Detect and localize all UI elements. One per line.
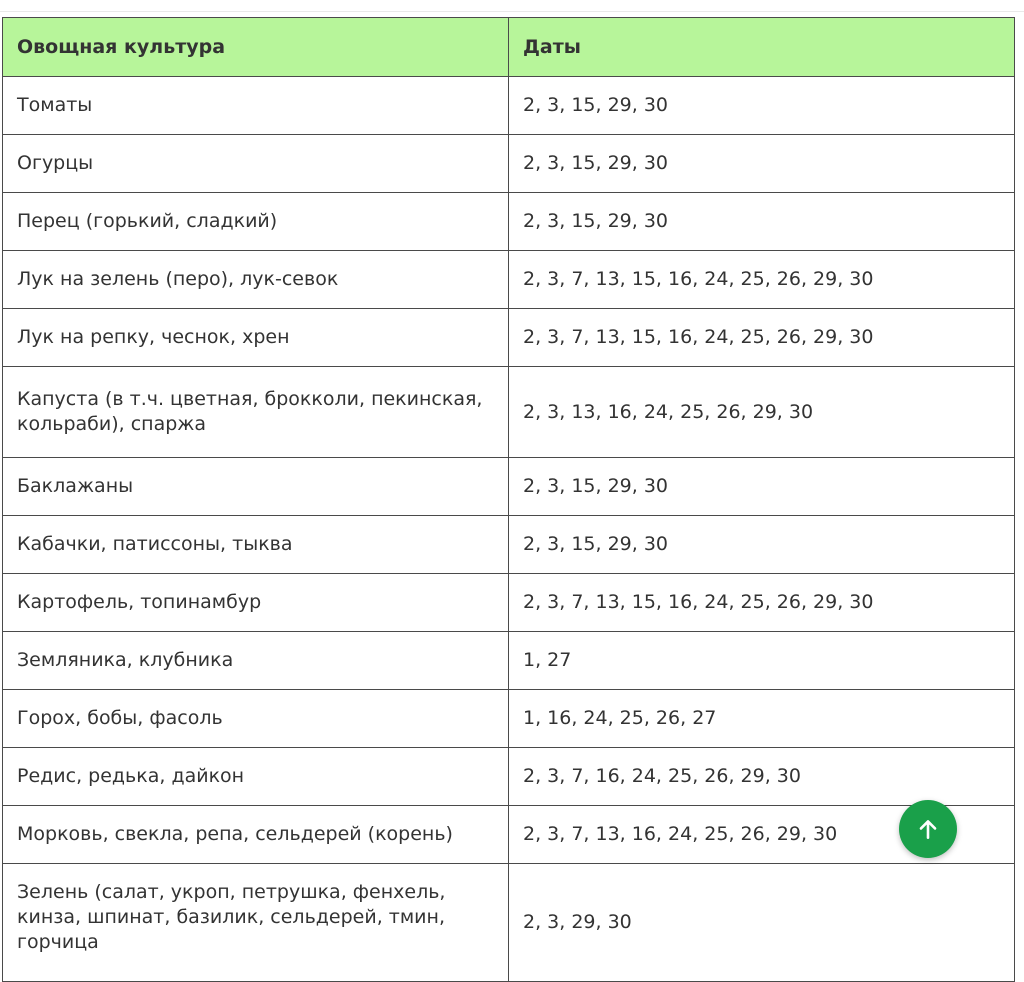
planting-dates-table-container	[2, 17, 1014, 982]
dates-cell: 2, 3, 7, 13, 15, 16, 24, 25, 26, 29, 30	[509, 309, 1015, 367]
crop-cell: Горох, бобы, фасоль	[3, 690, 509, 748]
crop-cell: Земляника, клубника	[3, 632, 509, 690]
crop-cell: Картофель, топинамбур	[3, 574, 509, 632]
arrow-up-icon	[915, 816, 941, 842]
dates-cell: 2, 3, 15, 29, 30	[509, 77, 1015, 135]
dates-cell: 2, 3, 7, 16, 24, 25, 26, 29, 30	[509, 748, 1015, 806]
crop-cell: Зелень (салат, укроп, петрушка, фенхель, кинза, шпинат, базилик, сельдерей, тмин, горчица	[3, 864, 509, 982]
planting-dates-table	[2, 17, 1015, 982]
crop-cell: Перец (горький, сладкий)	[3, 193, 509, 251]
dates-cell: 2, 3, 7, 13, 16, 24, 25, 26, 29, 30	[509, 806, 1015, 864]
dates-cell: 1, 16, 24, 25, 26, 27	[509, 690, 1015, 748]
crop-cell: Огурцы	[3, 135, 509, 193]
scroll-to-top-button[interactable]	[899, 800, 957, 858]
table-row	[3, 193, 1015, 251]
table-row	[3, 864, 1015, 982]
table-row	[3, 516, 1015, 574]
crop-cell: Томаты	[3, 77, 509, 135]
table-row	[3, 77, 1015, 135]
table-row	[3, 632, 1015, 690]
crop-cell: Морковь, свекла, репа, сельдерей (корень)	[3, 806, 509, 864]
dates-cell: 2, 3, 7, 13, 15, 16, 24, 25, 26, 29, 30	[509, 251, 1015, 309]
header-dates: Даты	[509, 18, 1015, 77]
table-row	[3, 806, 1015, 864]
table-row	[3, 458, 1015, 516]
table-row	[3, 309, 1015, 367]
table-row	[3, 367, 1015, 458]
crop-cell: Баклажаны	[3, 458, 509, 516]
crop-cell: Лук на репку, чеснок, хрен	[3, 309, 509, 367]
dates-cell: 2, 3, 7, 13, 15, 16, 24, 25, 26, 29, 30	[509, 574, 1015, 632]
dates-cell: 2, 3, 15, 29, 30	[509, 193, 1015, 251]
dates-cell: 1, 27	[509, 632, 1015, 690]
dates-cell: 2, 3, 15, 29, 30	[509, 516, 1015, 574]
dates-cell: 2, 3, 29, 30	[509, 864, 1015, 982]
top-strip	[0, 0, 1024, 12]
crop-cell: Капуста (в т.ч. цветная, брокколи, пекинская, кольраби), спаржа	[3, 367, 509, 458]
table-row	[3, 135, 1015, 193]
table-row	[3, 574, 1015, 632]
crop-cell: Редис, редька, дайкон	[3, 748, 509, 806]
header-crop: Овощная культура	[3, 18, 509, 77]
crop-cell: Лук на зелень (перо), лук-севок	[3, 251, 509, 309]
crop-cell: Кабачки, патиссоны, тыква	[3, 516, 509, 574]
dates-cell: 2, 3, 13, 16, 24, 25, 26, 29, 30	[509, 367, 1015, 458]
table-row	[3, 748, 1015, 806]
dates-cell: 2, 3, 15, 29, 30	[509, 458, 1015, 516]
table-header-row	[3, 18, 1015, 77]
table-row	[3, 690, 1015, 748]
table-row	[3, 251, 1015, 309]
dates-cell: 2, 3, 15, 29, 30	[509, 135, 1015, 193]
